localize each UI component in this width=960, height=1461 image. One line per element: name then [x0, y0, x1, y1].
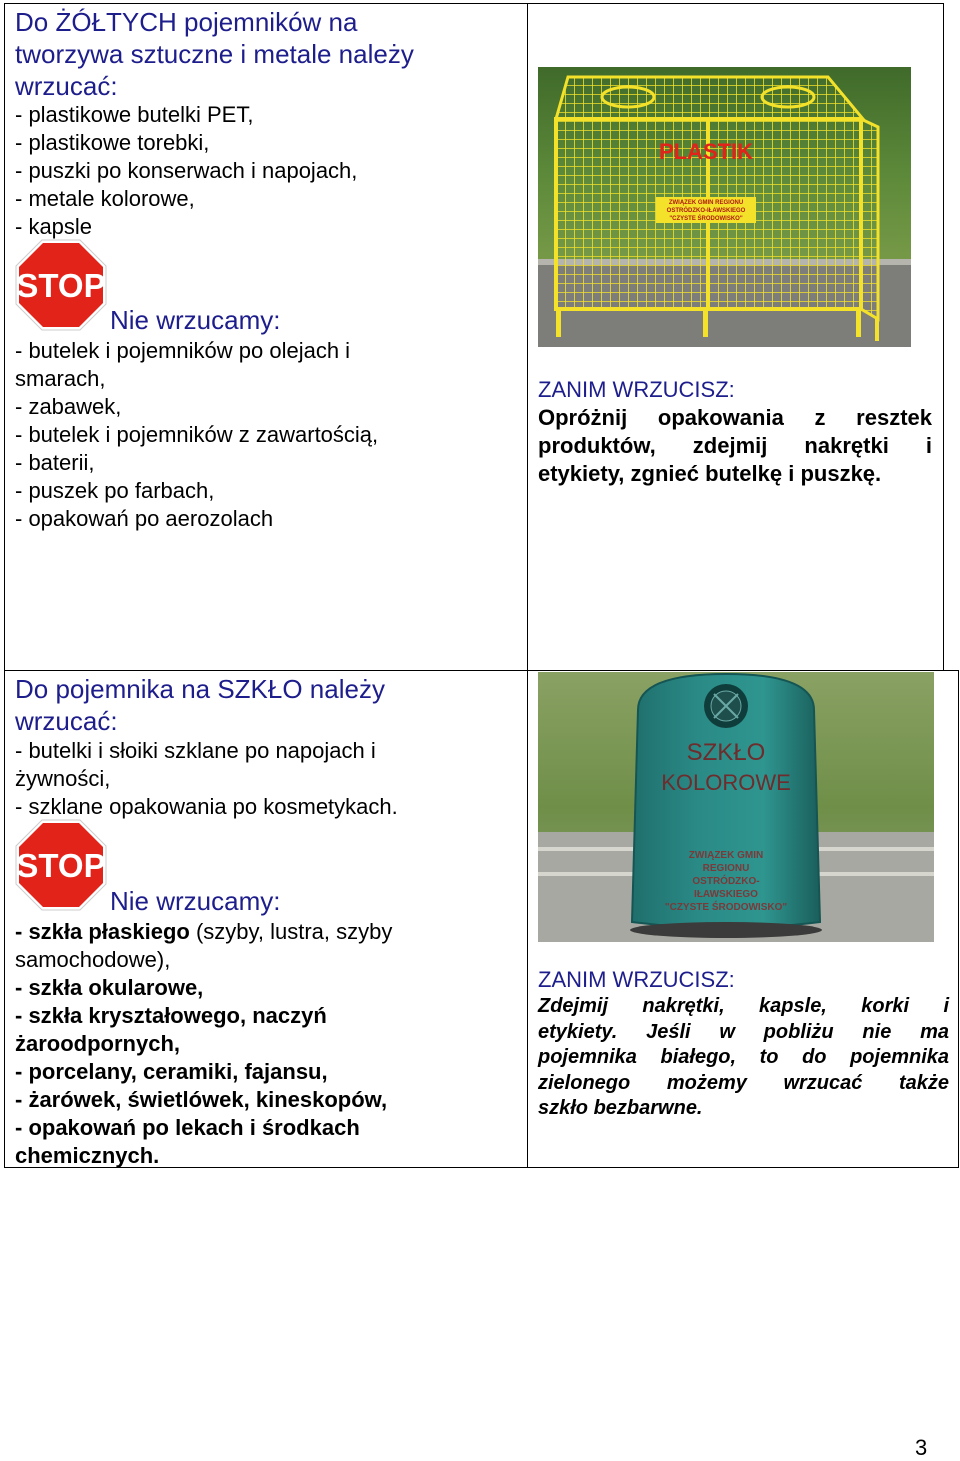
sign-line: IŁAWSKIEGO: [694, 889, 758, 900]
plastic-dont-list: [15, 337, 520, 533]
page-number: 3: [915, 1435, 928, 1460]
list-item: - metale kolorowe,: [15, 186, 195, 211]
plastic-before-title: ZANIM WRZUCISZ:: [538, 377, 735, 402]
list-item: smarach,: [15, 366, 106, 391]
plastic-before-section: [538, 376, 932, 488]
list-item: - szklane opakowania po kosmetykach.: [15, 794, 398, 819]
glass-title: [15, 673, 520, 737]
plastic-before-line: etykiety, zgnieć butelkę i puszkę.: [538, 461, 882, 486]
stop-sign-text: STOP: [16, 847, 106, 884]
list-item: - butelki i słoiki szklane po napojach i: [15, 738, 376, 763]
stop-sign-text: STOP: [16, 267, 106, 304]
list-item: samochodowe),: [15, 947, 171, 972]
list-item: - opakowań po aerozolach: [15, 506, 274, 531]
list-item: - butelek i pojemników po olejach i: [15, 338, 351, 363]
glass-section: [15, 673, 520, 821]
list-item: - szkła płaskiego (szyby, lustra, szyby: [15, 919, 393, 944]
sign-line: REGIONU: [702, 863, 750, 874]
list-item: - puszek po farbach,: [15, 478, 215, 503]
glass-before-title: ZANIM WRZUCISZ:: [538, 967, 735, 992]
list-item: chemicznych.: [15, 1143, 160, 1168]
plastik-label: PLASTIK: [658, 139, 754, 164]
glass-items-list: [15, 737, 520, 821]
list-item: - plastikowe torebki,: [15, 130, 210, 155]
plastic-bin-photo: [538, 67, 911, 347]
glass-title-line: wrzucać:: [15, 706, 118, 736]
sign-line: ZWIĄZEK GMIN: [688, 850, 764, 861]
plastic-title: [15, 6, 520, 102]
sign-line: OSTRÓDZKO-: [692, 876, 760, 887]
plastic-section: [15, 6, 520, 241]
glass-before-line: szkło bezbarwne.: [538, 1097, 703, 1119]
sign-line: "CZYSTE ŚRODOWISKO": [664, 902, 788, 913]
sign-line: "CZYSTE ŚRODOWISKO": [669, 216, 743, 222]
glass-dont-section: [15, 886, 520, 1170]
szklo-label: SZKŁO: [686, 739, 766, 766]
glass-bin-photo: [538, 672, 934, 942]
list-item: - szkła kryształowego, naczyń: [15, 1003, 327, 1028]
plastic-dont-title: Nie wrzucamy:: [110, 305, 281, 335]
sign-line: ZWIĄZEK GMIN REGIONU: [668, 200, 744, 206]
list-item: - szkła okularowe,: [15, 975, 204, 1000]
glass-before-line: pojemnika białego, to do pojemnika: [538, 1046, 949, 1068]
plastic-title-line: wrzucać:: [15, 71, 118, 101]
list-item: - plastikowe butelki PET,: [15, 102, 254, 127]
list-item: - kapsle: [15, 214, 93, 239]
list-item: - żarówek, świetlówek, kineskopów,: [15, 1087, 388, 1112]
list-item: - puszki po konserwach i napojach,: [15, 158, 358, 183]
plastic-before-line: produktów, zdejmij nakrętki i: [538, 433, 932, 458]
plastic-title-line: tworzywa sztuczne i metale należy: [15, 39, 414, 69]
plastic-dont-section: [15, 305, 520, 533]
glass-before-line: Zdejmij nakrętki, kapsle, korki i: [538, 995, 949, 1017]
list-item: żaroodpornych,: [15, 1031, 181, 1056]
list-item: - porcelany, ceramiki, fajansu,: [15, 1059, 328, 1084]
sign-line: OSTRÓDZKO-IŁAWSKIEGO: [666, 208, 746, 214]
glass-dont-list: [15, 918, 520, 1170]
list-item: - zabawek,: [15, 394, 122, 419]
plastic-before-line: Opróżnij opakowania z resztek: [538, 405, 932, 430]
glass-before-line: zielonego możemy wrzucać także: [538, 1071, 949, 1094]
glass-title-line: Do pojemnika na SZKŁO należy: [15, 674, 385, 704]
glass-before-section: [538, 966, 949, 1122]
list-item: żywności,: [15, 766, 111, 791]
list-item: - opakowań po lekach i środkach: [15, 1115, 360, 1140]
glass-before-line: etykiety. Jeśli w pobliżu nie ma: [538, 1020, 949, 1043]
glass-before-text: [538, 994, 949, 1122]
list-item: - baterii,: [15, 450, 95, 475]
list-item: - butelek i pojemników z zawartością,: [15, 422, 379, 447]
plastic-title-line: Do ŻÓŁTYCH pojemników na: [15, 7, 358, 37]
plastic-items-list: [15, 101, 520, 241]
szklo-label: KOLOROWE: [661, 770, 791, 795]
glass-dont-title: Nie wrzucamy:: [110, 886, 281, 916]
